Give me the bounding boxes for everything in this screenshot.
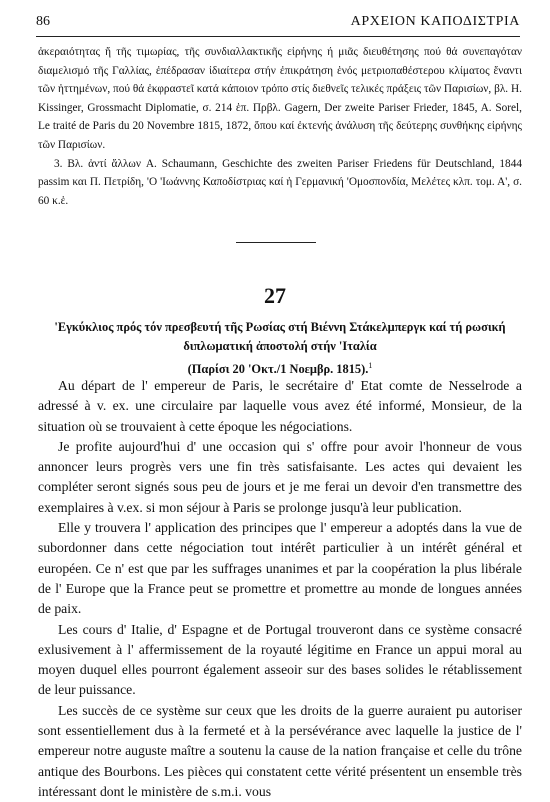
document-number: 27: [264, 283, 286, 308]
running-head: ΑΡΧΕΙΟΝ ΚΑΠΟΔΙΣΤΡΙΑ: [350, 14, 520, 29]
document-title: [38, 318, 522, 379]
page-number: 86: [36, 14, 50, 29]
paragraph-4: Les cours d' Italie, d' Espagne et de Portugal trouveront dans ce système consacré exlusivement à l' affermissement de la royauté légitime en France un appui moral au moyen duquel elles pourront également asseoir sur des bases solides le rétablissement de leur puissance.: [38, 621, 522, 698]
paragraph-5: Les succès de ce système sur ceux que les droits de la guerre auraient pu autoriser sont essentiellement dus à la fermeté et à la persévérance avec laquelle la justice de l' empereur notre auguste maître a soutenu la cause de la nation française et celle du trône antique des Bourbons. Les pièces qui constatent cette vérité présentent un ensemble très intéressant dont le ministère de s.m.i. vous: [38, 702, 522, 799]
footnote-marker: 1: [368, 361, 373, 370]
page-header: [36, 12, 520, 37]
letter-body: [38, 376, 522, 802]
footnote-continuation: ἀκεραιότητας ἤ τῆς τιμωρίας, τῆς συνδιαλλακτικῆς εἰρήνης ή μιᾶς διευθέτησης πού θά συνεπαγόταν διαμελισμό τῆς Γαλλίας, ἐπέδρασαν ἰδιαίτερα στήν ἐπικράτηση ἑνός μετριοπαθέστερου κλίματος ἔναντι τῶν ἡττημένων, πού θά ἐκφραστεῖ κατά κάποιον τρόπο στίς διεθνεῖς τελικές πράξεις τῶν Παρισίων, βλ. H. Kissinger, Grossmacht Diplomatie, σ. 214 ἑπ. Πρβλ. Gagern, Der zweite Pariser Frieder, 1845, A. Sorel, Le traité de Paris du 20 Novembre 1815, 1872, ὅπου καί ἐκτενής ἀνάλυση τῆς δεύτερης συνθήκης εἰρήνης τῶν Παρισίων.: [38, 46, 522, 151]
document-title-line-2: διπλωματική ἀποστολή στήν 'Ιταλία: [183, 339, 377, 353]
footnotes: [38, 43, 522, 210]
document-date: (Παρίσι 20 'Οκτ./1 Νοεμβρ. 1815).: [187, 362, 369, 377]
paragraph-3: Elle y trouvera l' application des principes que l' empereur a adoptés dans la vue de subordonner dans cette négociation tout intérêt particulier à un intérêt général et européen. Ce n' est que par les suffrages unanimes et par la coopération la plus libérale de l' Europe que la France peut se promettre et promettre au monde de longues années de paix.: [38, 520, 522, 617]
paragraph-1: Au départ de l' empereur de Paris, le secrétaire d' Etat comte de Nesselrode a adressé à v. ex. une circulaire par laquelle vous avez été informé, Monsieur, de la situation où se trouvaient à cette époque les négociations.: [38, 378, 522, 434]
footnote-3: 3. Βλ. ἀντί ἄλλων A. Schaumann, Geschichte des zweiten Pariser Friedens für Deutschland, 1844 passim και Π. Πετρίδη, 'Ο 'Ιωάννης Καποδίστριας καί ἡ Γερμανική 'Ομοσπονδία, Μελέτες κλπ. τομ. Α', σ. 60 κ.ἑ.: [38, 157, 522, 207]
section-separator: [236, 242, 316, 243]
paragraph-2: Je profite aujourd'hui d' une occasion qui s' offre pour avoir l'honneur de vous annoncer leurs progrès vers une fin très satisfaisante. Les actes qui devaient les compléter seront signés sous peu de jours et je me ferai un devoir d'en transmettre des exemplaires à v.ex. si mon séjour à Paris se prolonge jusqu'à leur publication.: [38, 438, 522, 515]
document-title-line-1: 'Εγκύκλιος πρός τόν πρεσβευτή τῆς Ρωσίας στή Βιέννη Στάκελμπεργκ καί τή ρωσική: [54, 320, 506, 334]
